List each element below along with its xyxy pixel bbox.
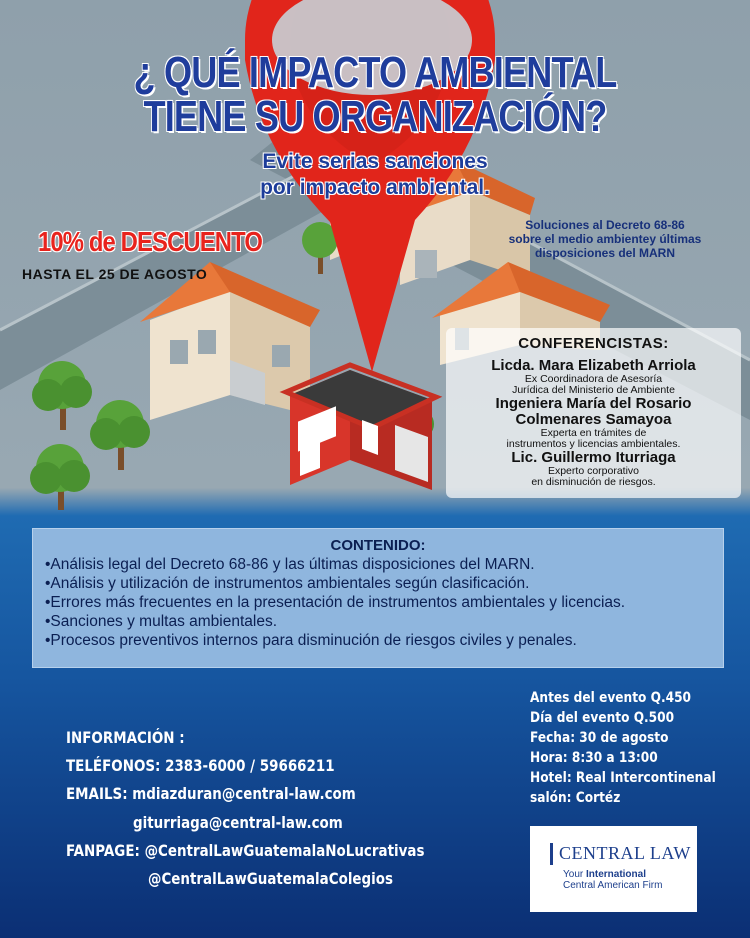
speakers-title: CONFERENCISTAS: <box>518 335 669 352</box>
speaker-description: instrumentos y licencias ambientales. <box>506 438 681 450</box>
speaker-description: en disminución de riesgos. <box>531 476 656 488</box>
speaker-name: Lic. Guillermo Iturriaga <box>511 449 676 466</box>
event-price-before: Antes del evento Q.450 <box>530 690 692 706</box>
speaker-name: Colmenares Samayoa <box>515 411 672 428</box>
content-item: •Análisis y utilización de instrumentos ambientales según clasificación. <box>45 575 530 592</box>
discount-label: 10% de DESCUENTO <box>38 226 263 257</box>
content-item: •Análisis legal del Decreto 68-86 y las últimas disposiciones del MARN. <box>45 556 535 573</box>
speakers-panel <box>446 328 741 498</box>
event-hotel: Hotel: Real Intercontinenal <box>530 770 716 786</box>
subheadline-line-2: por impacto ambiental. <box>260 176 490 199</box>
info-email: EMAILS: mdiazduran@central-law.com <box>66 784 356 803</box>
speaker-description: Jurídica del Ministerio de Ambiente <box>512 384 675 396</box>
content-title: CONTENIDO: <box>330 537 426 554</box>
logo-tagline <box>563 869 646 880</box>
event-room: salón: Cortéz <box>530 790 621 806</box>
subheadline-line-1: Evite serias sanciones <box>262 150 488 173</box>
content-item: •Errores más frecuentes en la presentación de instrumentos ambientales y licencias. <box>45 594 626 611</box>
event-time: Hora: 8:30 a 13:00 <box>530 750 658 766</box>
content-item: •Sanciones y multas ambientales. <box>45 613 278 630</box>
event-details <box>530 688 716 808</box>
content-box <box>32 528 724 668</box>
info-title: INFORMACIÓN : <box>66 728 185 747</box>
solutions-line: Soluciones al Decreto 68-86 <box>525 218 685 232</box>
tree <box>90 400 150 470</box>
logo-bar <box>550 843 553 865</box>
tree <box>32 361 92 430</box>
info-fanpage: FANPAGE: @CentralLawGuatemalaNoLucrativas <box>66 841 425 860</box>
speaker-name: Ingeniera María del Rosario <box>495 395 692 412</box>
building-target <box>286 365 436 490</box>
headline-line-1: ¿ QUÉ IMPACTO AMBIENTAL <box>133 48 617 97</box>
logo-tagline-line-2: Central American Firm <box>563 880 663 891</box>
solutions-line: disposiciones del MARN <box>534 246 676 260</box>
speaker-description: Ex Coordinadora de Asesoría <box>524 373 663 385</box>
discount-deadline: HASTA EL 25 DE AGOSTO <box>22 266 208 282</box>
solutions-note <box>500 218 710 260</box>
info-phones: TELÉFONOS: 2383-6000 / 59666211 <box>66 756 335 775</box>
speaker-description: Experto corporativo <box>547 465 640 477</box>
info-email: giturriaga@central-law.com <box>133 813 343 832</box>
event-date: Fecha: 30 de agosto <box>530 730 669 746</box>
event-price-day: Día del evento Q.500 <box>530 710 675 726</box>
logo-name: CENTRAL LAW <box>559 843 691 863</box>
tree <box>30 444 90 510</box>
speaker-name: Licda. Mara Elizabeth Arriola <box>491 357 696 374</box>
solutions-line: sobre el medio ambientey últimas <box>508 232 702 246</box>
logo-tagline-pre: Your <box>563 869 586 880</box>
headline-line-2: TIENE SU ORGANIZACIÓN? <box>143 92 607 141</box>
logo-tagline-bold: International <box>585 869 646 880</box>
speaker-description: Experta en trámites de <box>540 427 647 439</box>
info-fanpage: @CentralLawGuatemalaColegios <box>148 869 394 888</box>
central-law-logo <box>530 826 697 912</box>
content-item: •Procesos preventivos internos para disminución de riesgos civiles y penales. <box>45 632 577 649</box>
